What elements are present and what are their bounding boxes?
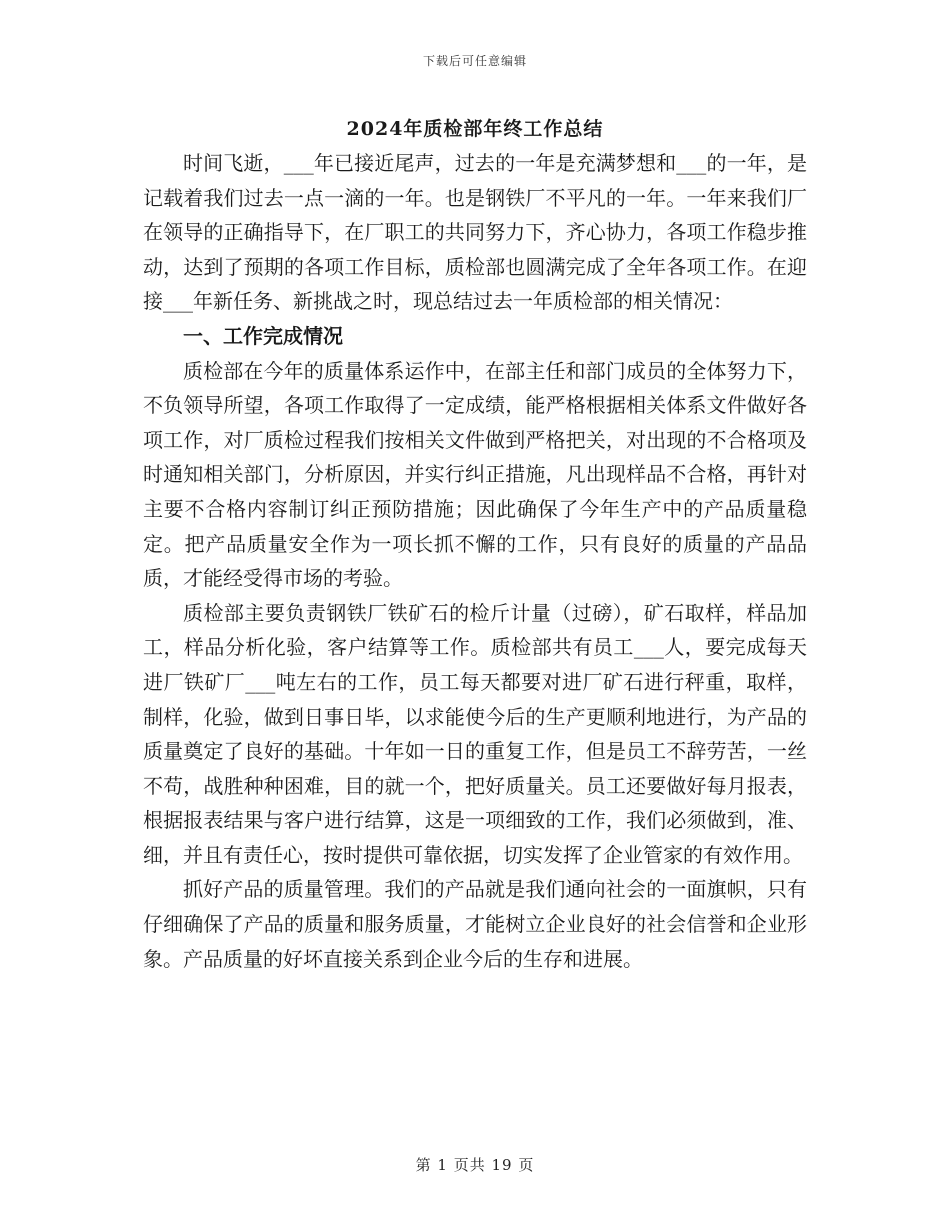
document-title: 2024年质检部年终工作总结 [346, 118, 604, 140]
section-paragraph-quality-management: 抓好产品的质量管理。我们的产品就是我们通向社会的一面旗帜，只有仔细确保了产品的质量和服务质量，才能树立企业良好的社会信誉和企业形象。产品质量的好坏直接关系到企业今后的生存和进展。 [143, 877, 807, 971]
page-number: 第 1 页共 19 页 [415, 1156, 535, 1174]
document-body [143, 146, 807, 976]
page-header-note: 下载后可任意编辑 [422, 54, 527, 68]
intro-paragraph: 时间飞逝，___年已接近尾声，过去的一年是充满梦想和___的一年，是记载着我们过去一点一滴的一年。也是钢铁厂不平凡的一年。一年来我们厂在领导的正确指导下，在厂职工的共同努力下，齐心协力，各项工作稳步推动，达到了预期的各项工作目标，质检部也圆满完成了全年各项工作。在迎接___年新任务、新挑战之时，现总结过去一年质检部的相关情况： [143, 151, 807, 314]
section-paragraph-responsibilities: 质检部主要负责钢铁厂铁矿石的检斤计量（过磅），矿石取样，样品加工，样品分析化验，客户结算等工作。质检部共有员工___人，要完成每天进厂铁矿厂___吨左右的工作，员工每天都要对进厂矿石进行秤重，取样，制样，化验，做到日事日毕，以求能使今后的生产更顺利地进行，为产品的质量奠定了良好的基础。十年如一日的重复工作，但是员工不辞劳苦，一丝不苟，战胜种种困难，目的就一个，把好质量关。员工还要做好每月报表，根据报表结果与客户进行结算，这是一项细致的工作，我们必须做到，准、细，并且有责任心，按时提供可靠依据，切实发挥了企业管家的有效作用。 [143, 600, 807, 867]
section-heading-work-completion: 一、工作完成情况 [183, 323, 343, 348]
section-paragraph-quality-system: 质检部在今年的质量体系运作中，在部主任和部门成员的全体努力下，不负领导所望，各项工作取得了一定成绩，能严格根据相关体系文件做好各项工作，对厂质检过程我们按相关文件做到严格把关，对出现的不合格项及时通知相关部门，分析原因，并实行纠正措施，凡出现样品不合格，再针对主要不合格内容制订纠正预防措施；因此确保了今年生产中的产品质量稳定。把产品质量安全作为一项长抓不懈的工作，只有良好的质量的产品品质，才能经受得市场的考验。 [143, 358, 807, 591]
